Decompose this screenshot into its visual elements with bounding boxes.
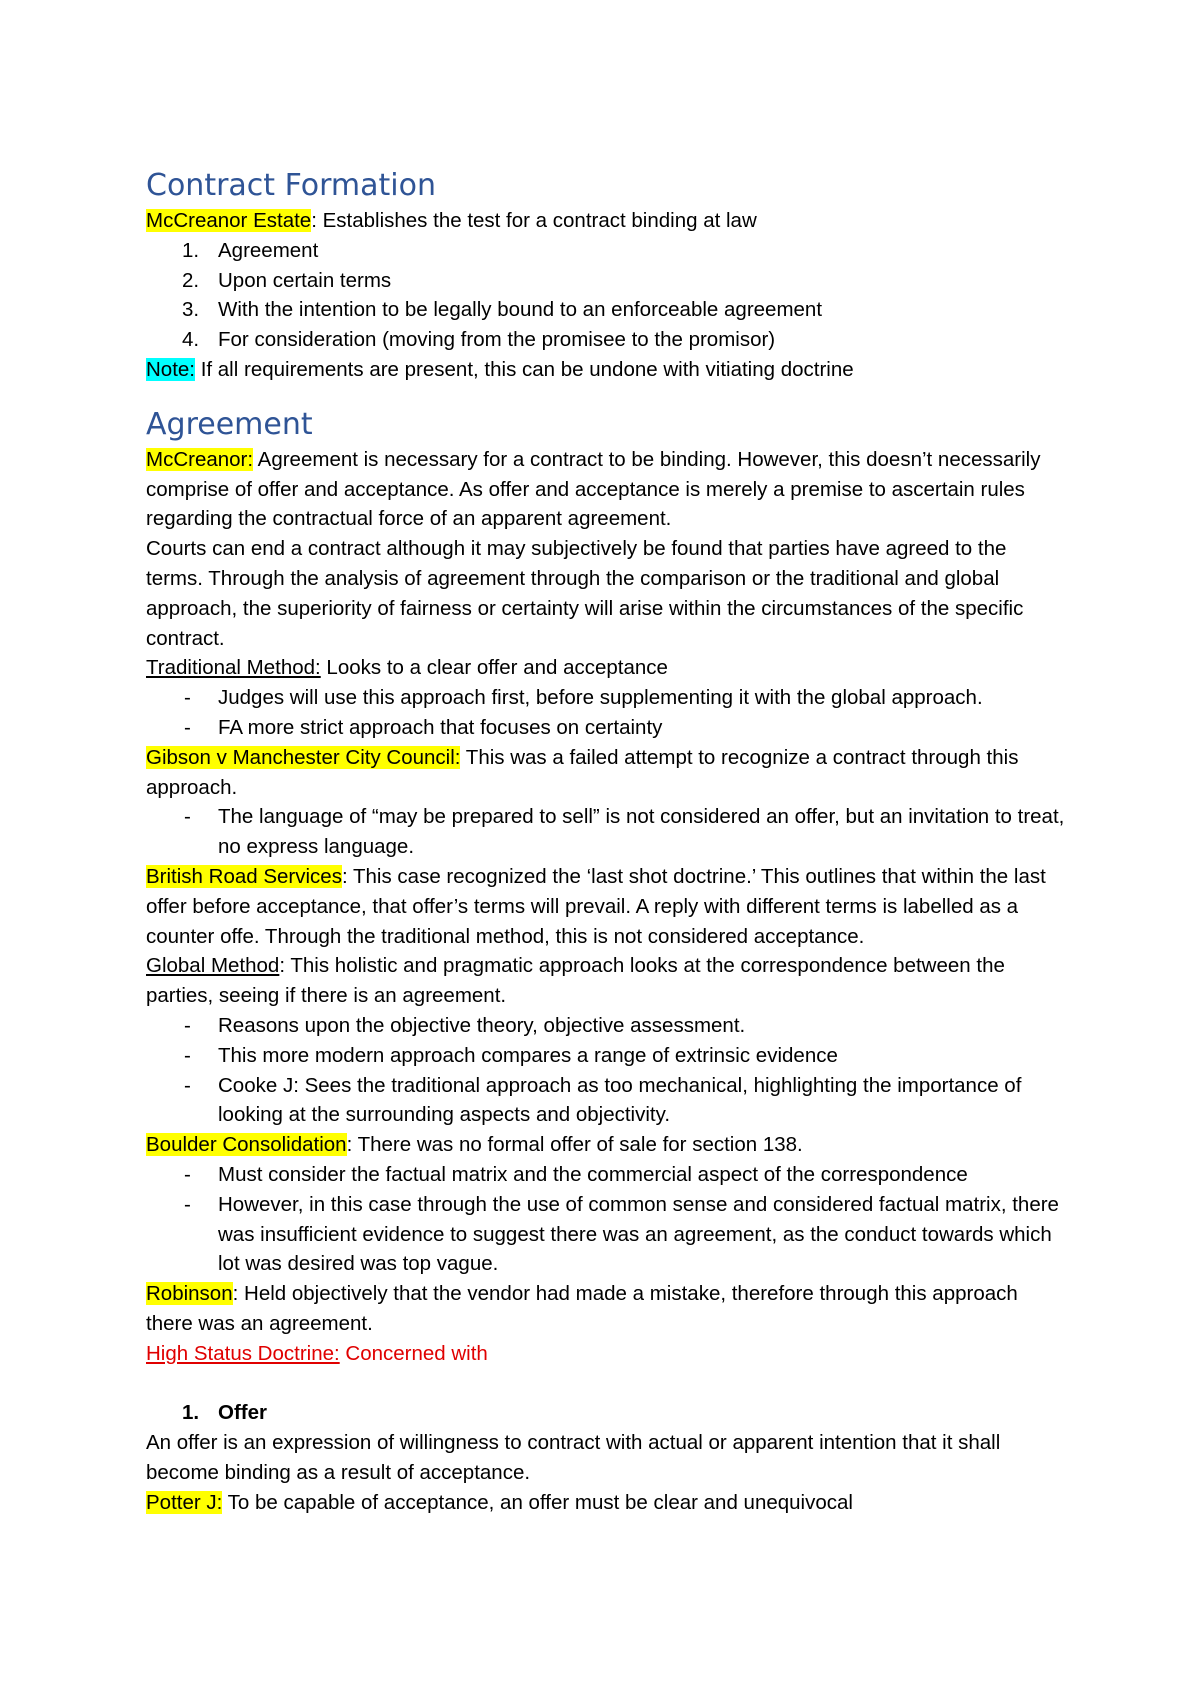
case-name-gibson: Gibson v Manchester City Council:: [146, 745, 461, 769]
gibson-bullets: [146, 802, 1066, 862]
case-name-boulder-consolidation: Boulder Consolidation: [146, 1133, 347, 1157]
offer-heading-list: [146, 1398, 1066, 1428]
list-item: 1. Agreement: [182, 238, 319, 262]
case-name-mccreanor-estate: McCreanor Estate: [146, 209, 312, 232]
paragraph-robinson: Robinson: Held objectively that the vendor had made a mistake, therefore through this approach there was an agreement.: [146, 1282, 1018, 1335]
note-paragraph: Note: If all requirements are present, this can be undone with vitiating doctrine: [146, 357, 854, 381]
note-label: Note:: [146, 357, 195, 381]
traditional-bullets: [146, 683, 1066, 743]
paragraph-mccreanor-estate: McCreanor Estate: Establishes the test for a contract binding at law: [146, 209, 757, 232]
offer-heading: 1. Offer: [182, 1401, 267, 1425]
requirements-list: [146, 236, 1066, 355]
list-item: - However, in this case through the use of common sense and considered factual matrix, there was insufficient evidence to suggest there was an agreement, as the conduct towards which lot was desired was top vague.: [184, 1192, 1059, 1276]
list-item: - Reasons upon the objective theory, objective assessment.: [184, 1013, 746, 1037]
document-body: [146, 168, 1066, 1518]
list-item: - Must consider the factual matrix and the commercial aspect of the correspondence: [184, 1162, 968, 1186]
list-item: 3. With the intention to be legally bound to an enforceable agreement: [182, 298, 823, 322]
term-traditional-method: Traditional Method:: [146, 656, 321, 680]
list-item: - Judges will use this approach first, before supplementing it with the global approach.: [184, 686, 983, 710]
paragraph-boulder-consolidation: Boulder Consolidation: There was no formal offer of sale for section 138.: [146, 1133, 803, 1157]
list-item: - This more modern approach compares a range of extrinsic evidence: [184, 1043, 838, 1067]
list-item: - Cooke J: Sees the traditional approach as too mechanical, highlighting the importance of looking at the surrounding aspects and objectivity.: [184, 1073, 1022, 1127]
case-name-british-road-services: British Road Services: [146, 864, 342, 888]
paragraph-british-road-services: British Road Services: This case recognized the ‘last shot doctrine.’ This outlines that within the last offer before acceptance, that offer’s terms will prevail. A reply with different terms is labelled as a counter offe. Through the traditional method, this is not considered acceptance.: [146, 864, 1046, 948]
list-item: - FA more strict approach that focuses on certainty: [184, 715, 663, 739]
case-name-mccreanor: McCreanor:: [146, 447, 254, 471]
list-item: 4. For consideration (moving from the promisee to the promisor): [182, 328, 776, 352]
paragraph-high-status-doctrine: High Status Doctrine: Concerned with: [146, 1341, 488, 1365]
case-name-potter-j: Potter J:: [146, 1490, 223, 1514]
paragraph-courts: Courts can end a contract although it may subjectively be found that parties have agreed to the terms. Through the analysis of agreement through the comparison or the traditional and global approach, the superiority of fairness or certainty will arise within the circumstances of the specific contract.: [146, 537, 1024, 650]
paragraph-gibson: Gibson v Manchester City Council: This was a failed attempt to recognize a contract through this approach.: [146, 745, 1019, 799]
global-bullets: [146, 1011, 1066, 1130]
paragraph-offer-definition: An offer is an expression of willingness to contract with actual or apparent intention that it shall become binding as a result of acceptance.: [146, 1431, 1001, 1485]
paragraph-mccreanor: McCreanor: Agreement is necessary for a contract to be binding. However, this doesn’t necessarily comprise of offer and acceptance. As offer and acceptance is merely a premise to ascertain rules regarding the contractual force of an apparent agreement.: [146, 447, 1041, 531]
case-name-robinson: Robinson: [146, 1282, 233, 1306]
list-item: - The language of “may be prepared to sell” is not considered an offer, but an invitation to treat, no express language.: [184, 805, 1065, 859]
heading-agreement: Agreement: [146, 406, 313, 442]
heading-contract-formation: Contract Formation: [146, 168, 437, 203]
paragraph-potter-j: Potter J: To be capable of acceptance, an offer must be clear and unequivocal: [146, 1490, 853, 1514]
boulder-bullets: [146, 1160, 1066, 1279]
paragraph-global-method: Global Method: This holistic and pragmatic approach looks at the correspondence between the parties, seeing if there is an agreement.: [146, 954, 1005, 1008]
paragraph-traditional-method: Traditional Method: Looks to a clear offer and acceptance: [146, 656, 668, 680]
term-global-method: Global Method: [146, 954, 280, 978]
term-high-status-doctrine: High Status Doctrine:: [146, 1341, 340, 1365]
list-item: 2. Upon certain terms: [182, 268, 392, 292]
